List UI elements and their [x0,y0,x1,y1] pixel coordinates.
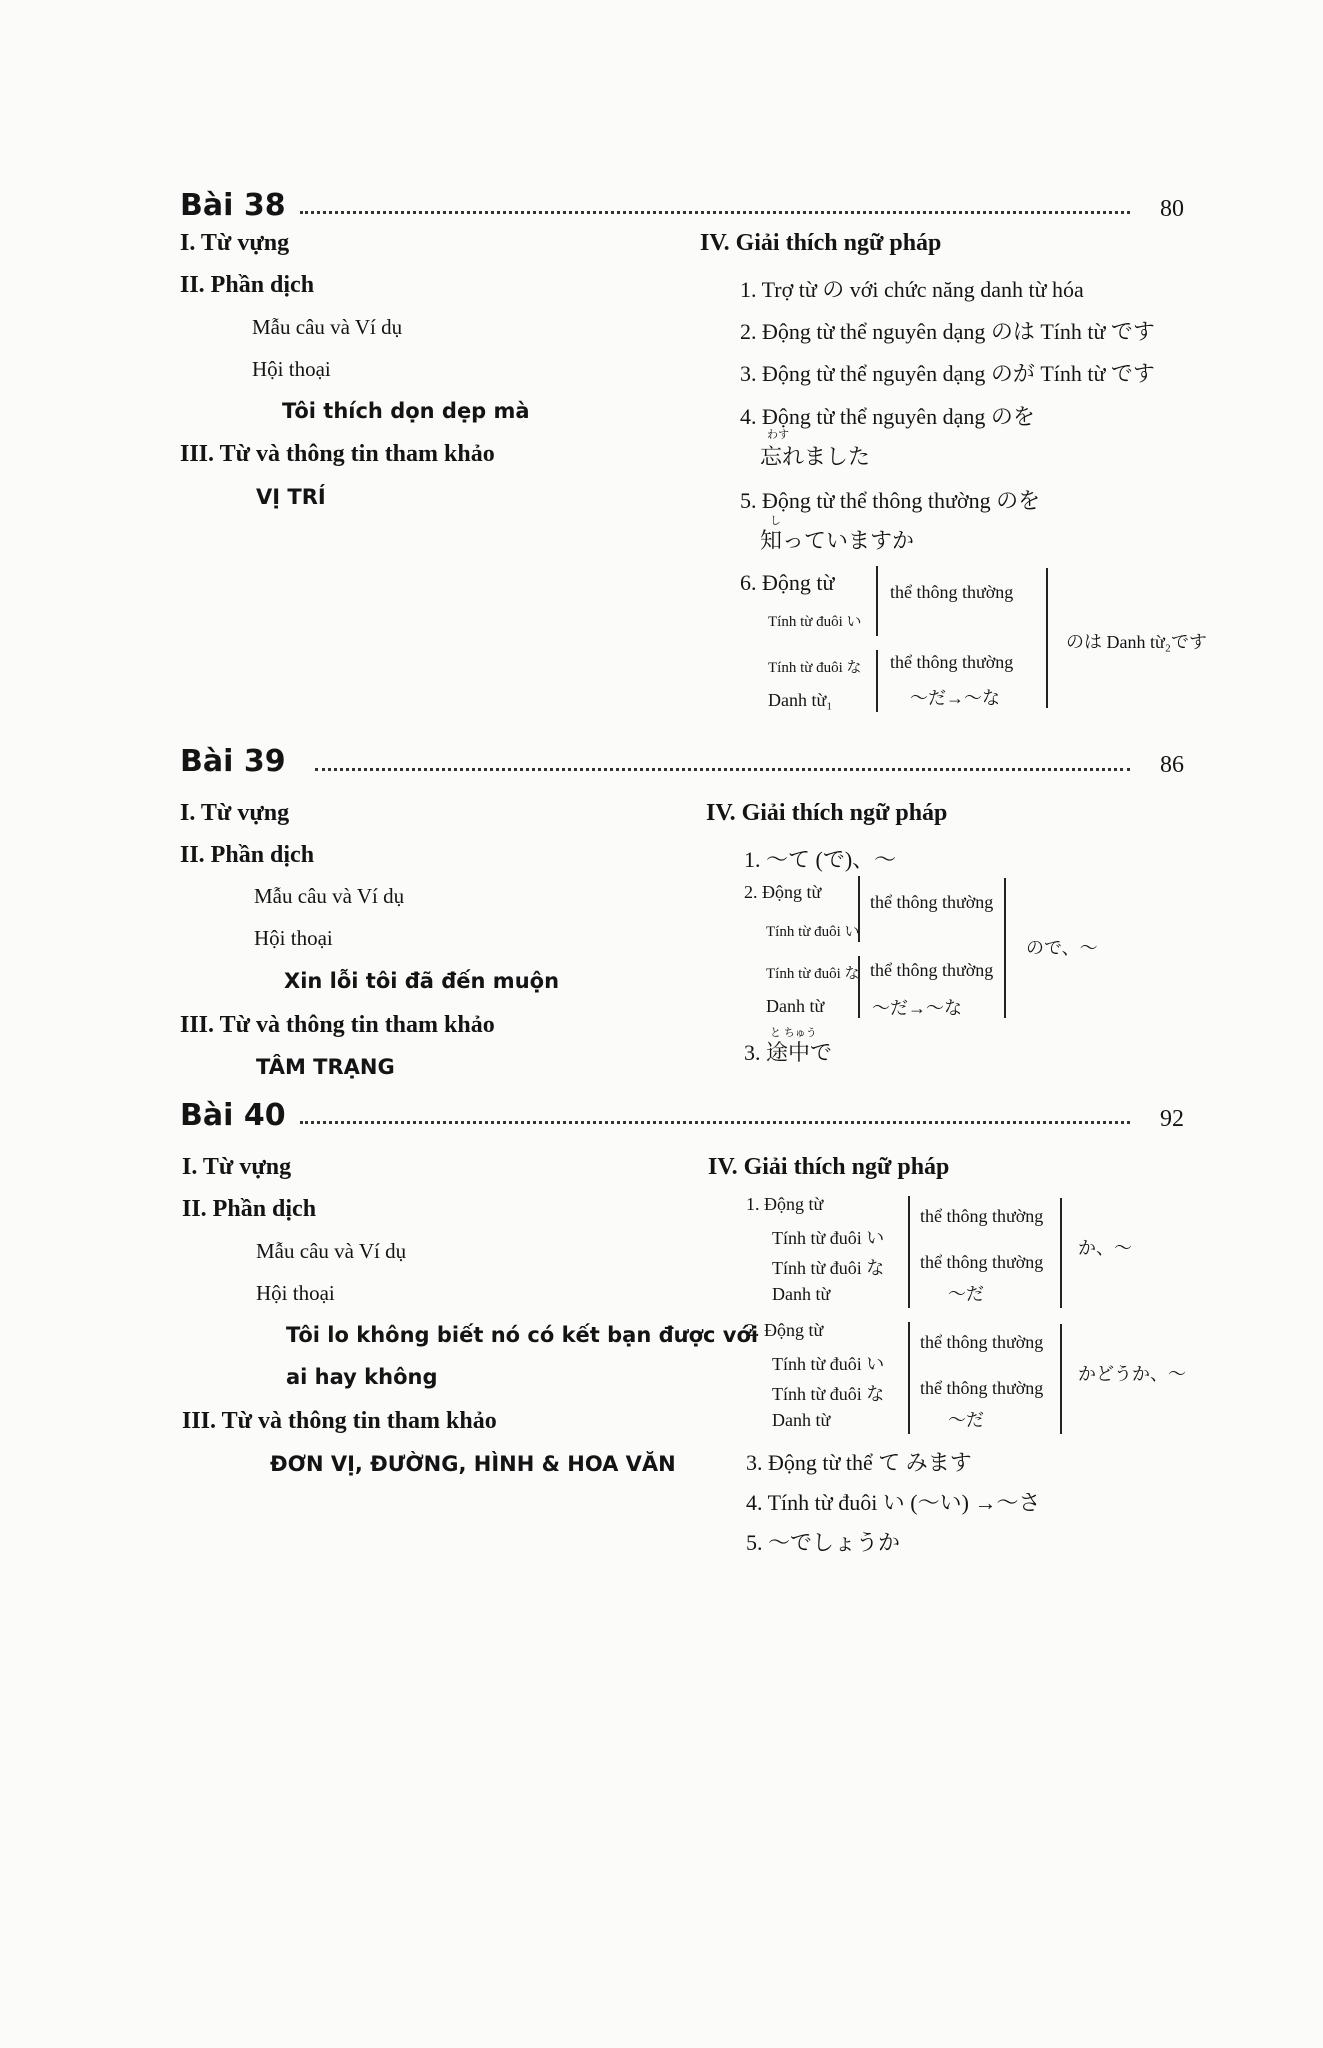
pos-adj-i: Tính từ đuôi い [766,924,860,940]
dot-leader [315,768,1130,771]
pos-adj-i: Tính từ đuôi い [772,1354,885,1374]
pos-adj-i: Tính từ đuôi い [768,614,862,630]
bracket [1060,1198,1062,1308]
bracket [876,650,878,712]
section-translation: II. Phần dịch [180,272,315,298]
pos-noun: Danh từ [772,1284,831,1304]
section-translation: II. Phần dịch [180,842,315,868]
section-vocab: I. Từ vựng [180,800,290,826]
section-reference: III. Từ và thông tin tham khảo [180,1012,495,1038]
grammar-item-1: 1. Động từ [746,1194,824,1214]
pos-adj-i: Tính từ đuôi い [772,1228,885,1248]
grammar-item-4: 4. Tính từ đuôi い (～い) →～さ [746,1490,1041,1515]
pos-adj-na: Tính từ đuôi な [772,1258,885,1278]
form-plain: thể thông thường [920,1252,1044,1272]
result-pattern: のは Danh từ₂です [1066,632,1208,652]
grammar-item-2: 2. Động từ [746,1320,824,1340]
patterns-label: Mẫu câu và Ví dụ [252,315,403,339]
result-pattern: ので、～ [1026,938,1098,958]
reference-title: VỊ TRÍ [256,485,326,509]
section-reference: III. Từ và thông tin tham khảo [180,441,495,467]
conversion: ～だ [948,1410,984,1430]
form-plain: thể thông thường [920,1206,1044,1226]
form-plain: thể thông thường [920,1332,1044,1352]
grammar-item-6: 6. Động từ [740,570,835,595]
bracket [1046,568,1048,708]
section-vocab: I. Từ vựng [180,230,290,256]
page-number: 86 [1160,752,1184,778]
dialogue-title: Tôi thích dọn dẹp mà [282,399,530,423]
grammar-item-4: 4. Động từ thể nguyên dạng のを [740,404,1035,429]
dialogue-title: Tôi lo không biết nó có kết bạn được với [286,1323,759,1347]
pos-adj-na: Tính từ đuôi な [768,660,862,676]
bracket [858,876,860,942]
reference-title: TÂM TRẠNG [256,1055,395,1079]
pos-adj-na: Tính từ đuôi な [766,966,860,982]
form-plain: thể thông thường [870,892,994,912]
dialogue-title-cont: ai hay không [286,1365,438,1389]
reference-title: ĐƠN VỊ, ĐƯỜNG, HÌNH & HOA VĂN [270,1452,676,1476]
form-plain: thể thông thường [890,652,1014,672]
patterns-label: Mẫu câu và Ví dụ [254,884,405,908]
grammar-heading: IV. Giải thích ngữ pháp [700,230,942,256]
patterns-label: Mẫu câu và Ví dụ [256,1239,407,1263]
bracket [1060,1324,1062,1434]
bracket [908,1322,910,1434]
grammar-item-2: 2. Động từ thể nguyên dạng のは Tính từ です [740,319,1155,344]
section-translation: II. Phần dịch [182,1196,317,1222]
section-reference: III. Từ và thông tin tham khảo [182,1408,497,1434]
grammar-heading: IV. Giải thích ngữ pháp [706,800,948,826]
result-pattern: かどうか、～ [1078,1364,1186,1384]
grammar-item-3: 3. Động từ thể nguyên dạng のが Tính từ です [740,361,1155,386]
form-plain: thể thông thường [870,960,994,980]
dot-leader [300,211,1130,214]
page-number: 92 [1160,1106,1184,1132]
conversion: ～だ→～な [872,998,962,1018]
grammar-item-1: 1. ～て (で)、～ [744,847,897,872]
furigana: し [770,515,781,527]
lesson-title: Bài 38 [180,188,286,223]
lesson-title: Bài 39 [180,744,286,779]
section-vocab: I. Từ vựng [182,1154,292,1180]
lesson-title: Bài 40 [180,1098,286,1133]
bracket [908,1196,910,1308]
grammar-item-2: 2. Động từ [744,882,822,902]
bracket [858,956,860,1018]
dialogue-title: Xin lỗi tôi đã đến muộn [284,969,560,993]
grammar-item-1: 1. Trợ từ の với chức năng danh từ hóa [740,277,1084,302]
result-pattern: か、～ [1078,1238,1132,1258]
form-plain: thể thông thường [920,1378,1044,1398]
grammar-item-5: 5. ～でしょうか [746,1530,901,1555]
bracket [876,566,878,636]
dialogue-label: Hội thoại [256,1281,335,1305]
page-number: 80 [1160,196,1184,222]
dialogue-label: Hội thoại [254,926,333,950]
grammar-item-4-cont: 忘れました [760,444,871,469]
pos-noun: Danh từ [766,996,825,1016]
conversion: ～だ [948,1284,984,1304]
furigana: わす [767,429,789,441]
grammar-item-3: 3. 途中で [744,1040,833,1065]
dot-leader [300,1121,1130,1124]
dialogue-label: Hội thoại [252,357,331,381]
grammar-item-5: 5. Động từ thể thông thường のを [740,488,1041,513]
grammar-item-3: 3. Động từ thể て みます [746,1450,972,1475]
grammar-item-5-cont: 知っていますか [760,528,915,553]
conversion: ～だ→～な [910,688,1000,708]
furigana: と ちゅう [770,1027,817,1039]
bracket [1004,878,1006,1018]
grammar-heading: IV. Giải thích ngữ pháp [708,1154,950,1180]
form-plain: thể thông thường [890,582,1014,602]
pos-noun: Danh từ [772,1410,831,1430]
pos-adj-na: Tính từ đuôi な [772,1384,885,1404]
pos-noun: Danh từ₁ [768,690,833,710]
